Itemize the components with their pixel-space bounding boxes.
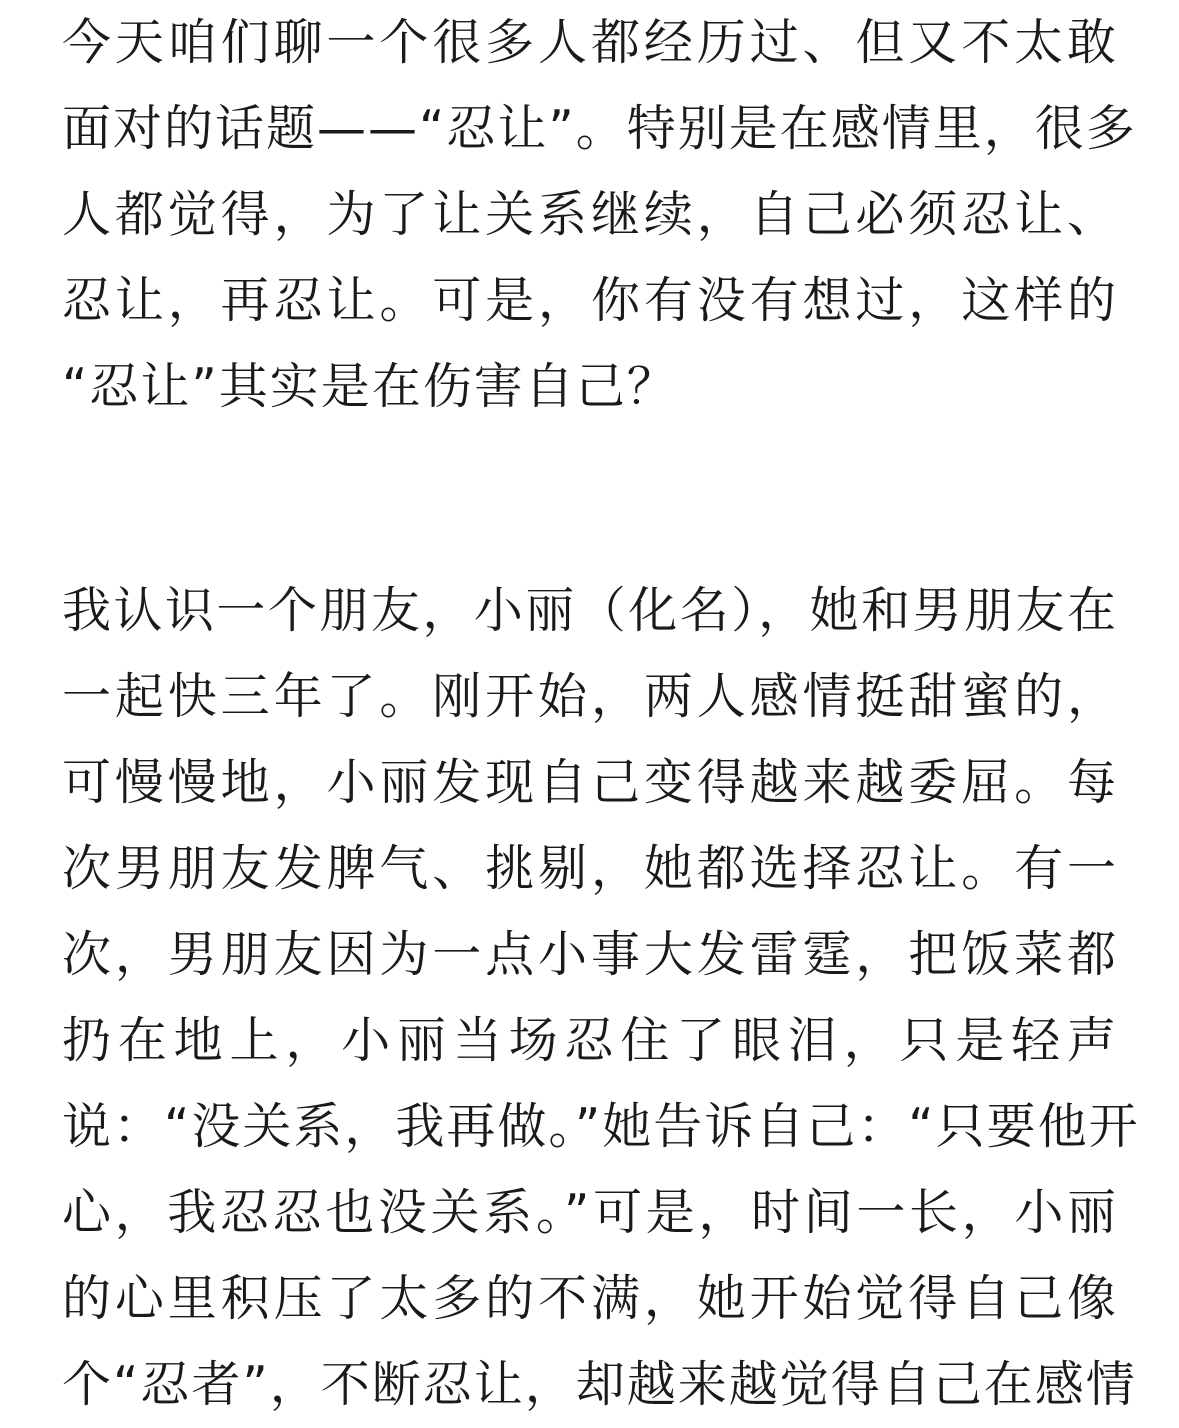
text-line: “忍让”其实是在伤害自己？: [62, 358, 678, 415]
text-line: 次，男朋友因为一点小事大发雷霆，把饭菜都: [62, 926, 1118, 983]
article-body: [62, 0, 1140, 1428]
text-line: 说：“没关系，我再做。”她告诉自己：“只要他开: [62, 1098, 1140, 1155]
text-line: 我认识一个朋友，小丽（化名），她和男朋友在: [62, 582, 1118, 639]
paragraph-story: [62, 568, 1140, 1428]
text-line: 忍让，再忍让。可是，你有没有想过，这样的: [62, 272, 1118, 329]
text-line: 心，我忍忍也没关系。”可是，时间一长，小丽: [62, 1184, 1118, 1241]
text-line: 次男朋友发脾气、挑剔，她都选择忍让。有一: [62, 840, 1118, 897]
text-line: 个“忍者”，不断忍让，却越来越觉得自己在感情: [62, 1356, 1137, 1413]
text-line: 面对的话题——“忍让”。特别是在感情里，很多: [62, 100, 1137, 157]
text-line: 扔在地上，小丽当场忍住了眼泪，只是轻声: [62, 1012, 1118, 1069]
text-line: 今天咱们聊一个很多人都经历过、但又不太敢: [62, 14, 1118, 71]
text-line: 可慢慢地，小丽发现自己变得越来越委屈。每: [62, 754, 1118, 811]
text-line: 人都觉得，为了让关系继续，自己必须忍让、: [62, 186, 1118, 243]
text-line: 的心里积压了太多的不满，她开始觉得自己像: [62, 1270, 1118, 1327]
paragraph-intro: [62, 0, 1137, 430]
text-line: 一起快三年了。刚开始，两人感情挺甜蜜的，: [62, 668, 1118, 725]
paragraph-spacer: [62, 430, 1118, 568]
